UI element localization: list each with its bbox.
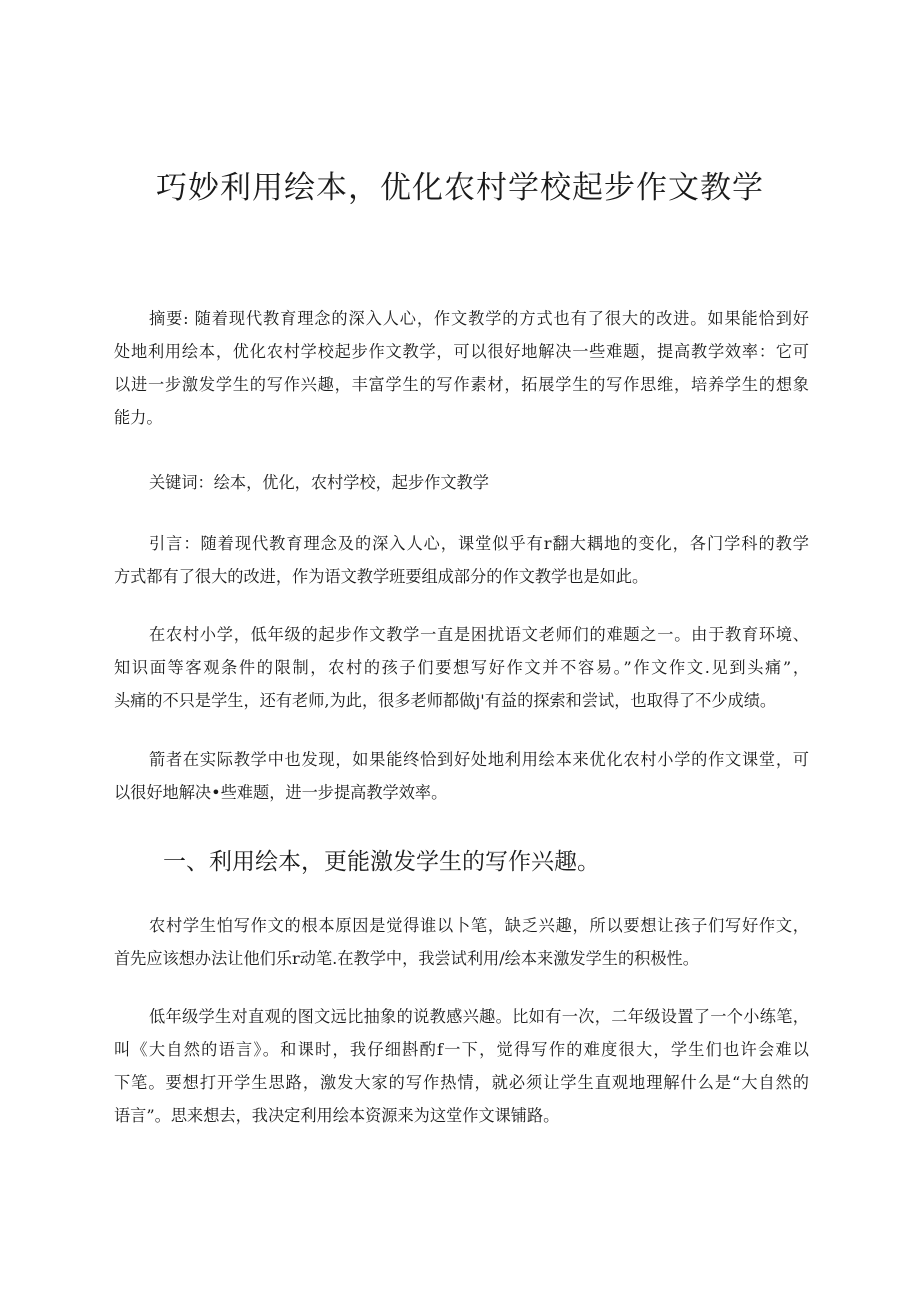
intro-paragraph: [114, 527, 809, 593]
document-title: 巧妙利用绘本，优化农村学校起步作文教学: [156, 170, 764, 206]
keywords-paragraph: [114, 466, 809, 499]
paragraph-line: 下笔。要想打开学生思路，激发大家的写作热情，就必须让学生直观地理解什么是“大自然的: [114, 1073, 809, 1092]
body-paragraph: [114, 1000, 809, 1132]
abstract-line: 以进一步激发学生的写作兴趣，丰富学生的写作素材，拓展学生的写作思维，培养学生的想象: [114, 375, 809, 394]
body-paragraph: [114, 618, 809, 717]
paragraph-line: 首先应该想办法让他们乐r动笔.在教学中，我尝试利用/绘本来激发学生的积极性。: [114, 949, 699, 968]
keywords-line: 关键词：绘本，优化，农村学校，起步作文教学: [149, 473, 489, 492]
paragraph-line: 箭者在实际教学中也发现，如果能终恰到好处地利用绘本来优化农村小学的作文课堂，可: [149, 750, 809, 769]
abstract-line: 处地利用绘本，优化农村学校起步作文教学，可以很好地解决一些难题，提高教学效率：它可: [114, 342, 809, 361]
body-paragraph: [114, 909, 809, 975]
paragraph-line: 以很好地解决•些难题，进一步提高教学效率。: [114, 783, 448, 802]
paragraph-line: 在农村小学，低年级的起步作文教学一直是困扰语文老师们的难题之一。由于教育环境、: [149, 625, 809, 644]
intro-line: 方式都有了很大的改进，作为语文教学班要组成部分的作文教学也是如此。: [114, 567, 649, 586]
paragraph-line: 叫《大自然的语言》。和课时，我仔细斟酌f一下，觉得写作的难度很大，学生们也许会难以: [114, 1040, 809, 1059]
intro-line: 引言：随着现代教育理念及的深入人心，课堂似乎有r翻大耦地的变化，各门学科的教学: [149, 534, 809, 553]
abstract-paragraph: [114, 302, 809, 434]
paragraph-line: 知识面等客观条件的限制，农村的孩子们要想写好作文并不容易。”作文作文.见到头痛”，: [114, 658, 809, 677]
abstract-line: 摘要: 随着现代教育理念的深入人心，作文教学的方式也有了很大的改进。如果能恰到好: [149, 309, 809, 328]
paragraph-line: 低年级学生对直观的图文远比抽象的说教感兴趣。比如有一次，二年级设置了一个小练笔，: [149, 1007, 809, 1026]
section-heading: 一、利用绘本，更能激发学生的写作兴趣。: [163, 849, 600, 875]
abstract-line: 能力。: [114, 408, 163, 427]
paragraph-line: 农村学生怕写作文的根本原因是觉得谁以卜笔，缺乏兴趣，所以要想让孩子们写好作文，: [149, 916, 809, 935]
paragraph-line: 语言”。思来想去，我决定利用绘本资源来为这堂作文课铺路。: [114, 1106, 560, 1125]
paragraph-line: 头痛的不只是学生，还有老师,为此，很多老师都做j'有益的探索和尝试，也取得了不少成绩。: [114, 691, 777, 710]
body-paragraph: [114, 743, 809, 809]
